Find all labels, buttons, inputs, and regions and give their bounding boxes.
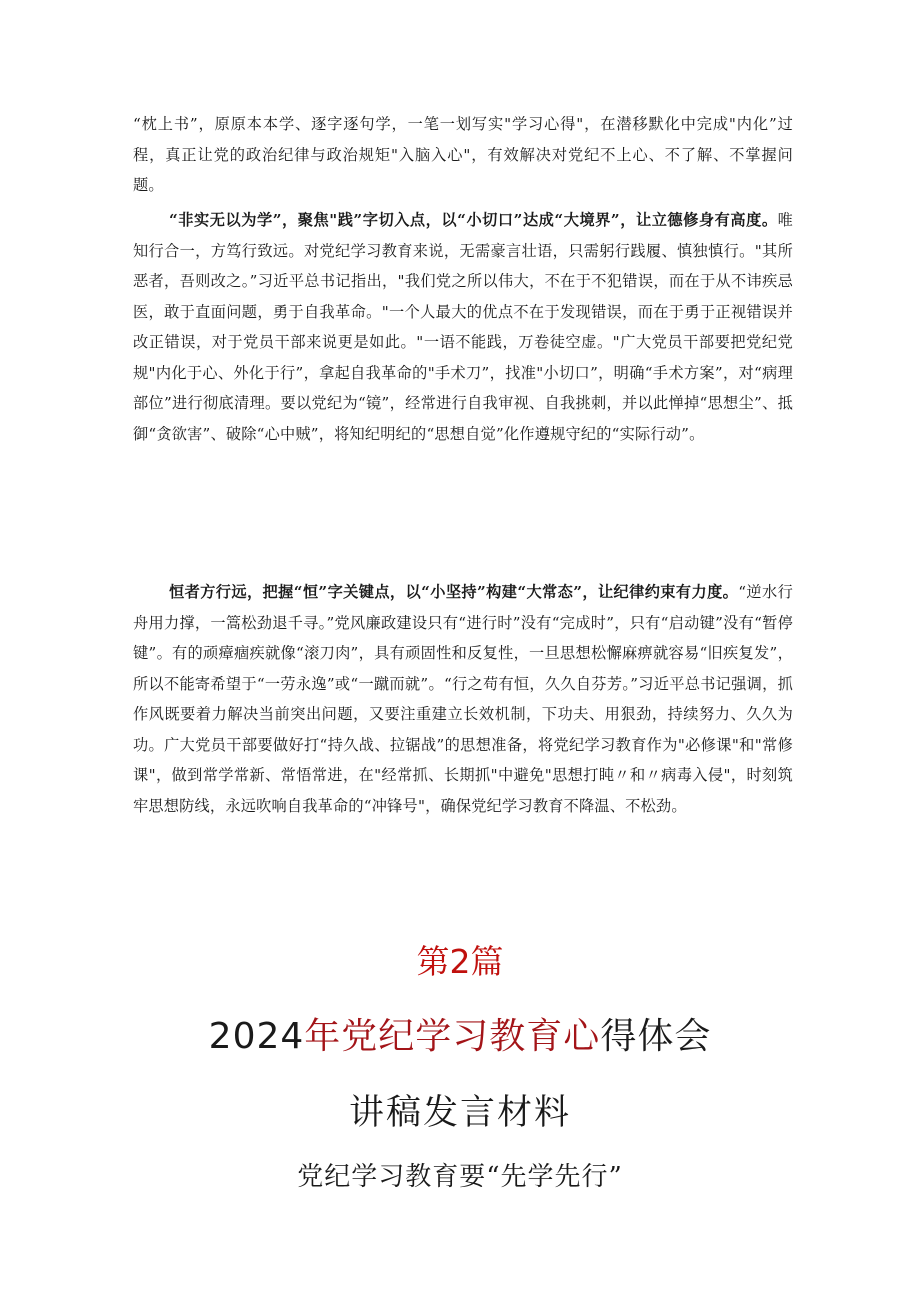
body-paragraph-1: [133, 109, 793, 201]
title-year: 2024: [208, 1016, 305, 1057]
document-subtitle: 党纪学习教育要“先学先行”: [297, 1162, 623, 1192]
paragraph-3-lead: 恒者方行远，把握“恒”字关键点，以“小坚持”构建“大常态”，让纪律约束有力度。: [169, 583, 739, 601]
document-title-line-2: 讲稿发言材料: [348, 1093, 571, 1133]
paragraph-3-text: “逆水行舟用力撑，一篙松劲退千寻。”党风廉政建设只有“进行时”没有“完成时”，只有“启动键”没有“暂停键”。有的顽瘴痼疾就像“滚刀肉”，具有顽固性和反复性，一旦思想松懈麻痹就容易“旧疾复发”，所以不能寄希望于“一劳永逸”或“一蹴而就”。“行之苟有恒，久久自芬芳。”习近平总书记强调，抓作风既要着力解决当前突出问题，又要注重建立长效机制，下功夫、用狠劲，持续努力、久久为功。广大党员干部要做好打“持久战、拉锯战”的思想准备，将党纪学习教育作为"必修课"和"常修课"，做到常学常新、常悟常进，在"经常抓、长期抓"中避免"思想打盹〃和〃病毒入侵"，时刻筑牢思想防线，永远吹响自我革命的“冲锋号"，确保党纪学习教育不降温、不松劲。: [133, 583, 793, 815]
paragraph-1-text: “枕上书”，原原本本学、逐字逐句学，一笔一划写实"学习心得"，在潜移默化中完成"内化”过程，真正让党的政治纪律与政治规矩"入脑入心"，有效解决对党纪不上心、不了解、不掌握问题。: [133, 115, 793, 194]
title-red-segment: 年党纪学习教育心: [304, 1016, 601, 1057]
title-suffix: 得体会: [600, 1016, 712, 1057]
paragraph-2-lead: “非实无以为学”，聚焦"践”字切入点，以“小切口”达成“大境界”，让立德修身有高度。: [169, 211, 778, 229]
document-title-line-1: [0, 1008, 920, 1059]
body-paragraph-2: [133, 205, 793, 449]
paragraph-2-text: 唯知行合一，方笃行致远。对党纪学习教育来说，无需豪言壮语，只需躬行践履、慎独慎行。"其所恶者，吾则改之。”习近平总书记指出，"我们党之所以伟大，不在于不犯错误，而在于从不讳疾忌医，敢于直面问题，勇于自我革命。"一个人最大的优点不在于发现错误，而在于勇于正视错误并改正错误，对于党员干部来说更是如此。"一语不能践，万卷徒空虚。"广大党员干部要把党纪党规"内化于心、外化于行”，拿起自我革命的"手术刀”，找准"小切口”，明确“手术方案”，对“病理部位”进行彻底清理。要以党纪为“镜”，经常进行自我审视、自我挑刺，并以此惮掉“思想尘”、抵御“贪欲害”、破除“心中贼”，将知纪明纪的“思想自觉”化作遵规守纪的“实际行动”。: [133, 211, 793, 443]
body-paragraph-3: [133, 577, 793, 821]
section-marker: 第2篇: [416, 942, 504, 981]
